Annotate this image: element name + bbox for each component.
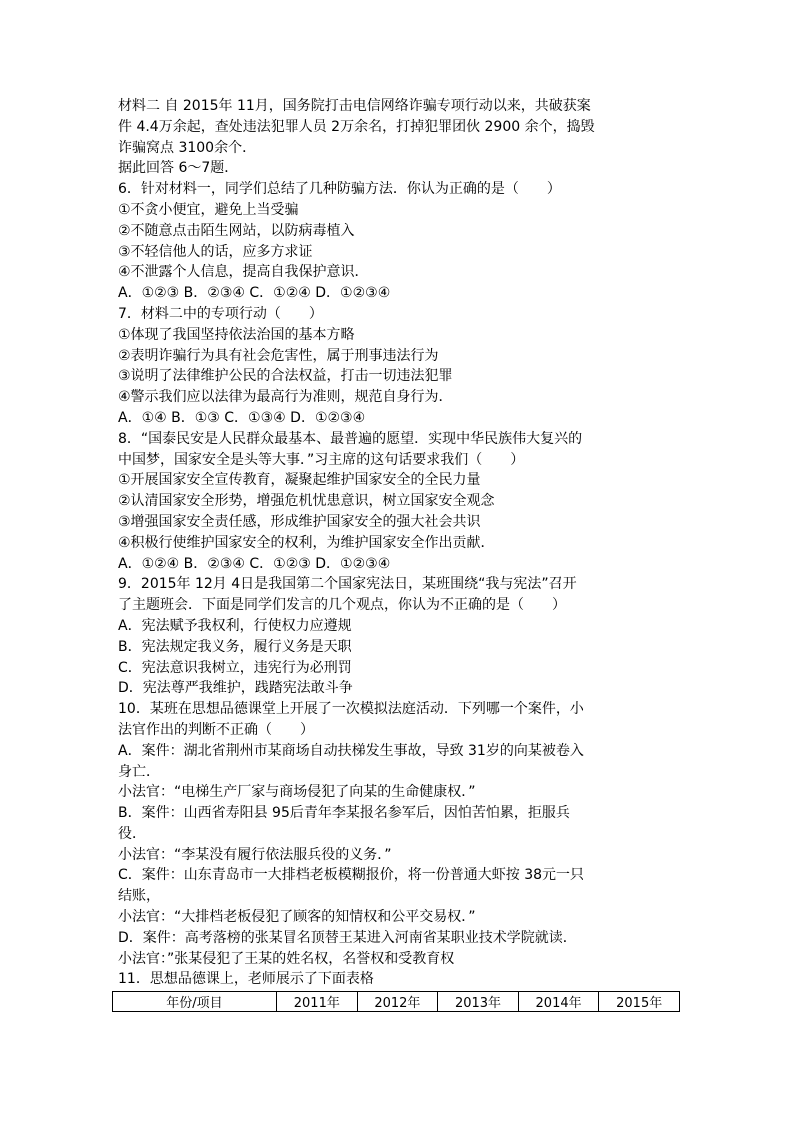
question-11-stem: 11．思想品德课上，老师展示了下面表格 — [118, 971, 374, 988]
text-line: B．宪法规定我义务，履行义务是天职 — [118, 638, 352, 655]
text-line: 了主题班会．下面是同学们发言的几个观点，你认为不正确的是（ ） — [118, 597, 566, 614]
text-line: ③说明了法律维护公民的合法权益，打击一切违法犯罪 — [118, 368, 453, 385]
text-line: ③增强国家安全责任感，形成维护国家安全的强大社会共识 — [118, 513, 481, 530]
text-line: 诈骗窝点 3100余个． — [118, 139, 257, 156]
text-line: 小法官：“电梯生产厂家与商场侵犯了向某的生命健康权．” — [118, 784, 476, 801]
text-line: C．案件：山东青岛市一大排档老板模糊报价，将一份普通大虾按 38元一只 — [118, 867, 585, 884]
question-8-options: A．①②④ B．②③④ C．①②③ D．①②③④ — [118, 555, 391, 572]
text-line: ②认清国家安全形势，增强危机忧患意识，树立国家安全观念 — [118, 493, 495, 510]
text-line: ③不轻信他人的话，应多方求证 — [118, 243, 313, 260]
question-10-stem: 10．某班在思想品德课堂上开展了一次模拟法庭活动．下列哪一个案件，小 — [118, 701, 584, 718]
table-header-row — [113, 992, 680, 1012]
text-line: 小法官：“李某没有履行依法服兵役的义务．” — [118, 846, 392, 863]
text-line: 役． — [118, 825, 146, 842]
question-7-stem: 7．材料二中的专项行动（ ） — [118, 305, 323, 322]
text-line: ④积极行使维护国家安全的权利，为维护国家安全作出贡献． — [118, 534, 495, 551]
question-7-options: A．①④ B．①③ C．①③④ D．①②③④ — [118, 409, 366, 426]
text-line: ④不泄露个人信息，提高自我保护意识． — [118, 264, 369, 281]
table-header-cell: 年份/项目 — [113, 992, 277, 1012]
text-line: 身亡． — [118, 763, 160, 780]
text-line: ①开展国家安全宣传教育，凝聚起维护国家安全的全民力量 — [118, 472, 481, 489]
table-header-cell: 2014年 — [518, 992, 599, 1012]
text-line: 小法官：”张某侵犯了王某的姓名权，名誉权和受教育权 — [118, 950, 455, 967]
question-6-options: A．①②③ B．②③④ C．①②④ D．①②③④ — [118, 285, 391, 302]
question-6-stem: 6．针对材料一，同学们总结了几种防骗方法．你认为正确的是（ ） — [118, 181, 561, 198]
document-body — [118, 96, 683, 990]
text-line: 法官作出的判断不正确（ ） — [118, 721, 314, 738]
text-line: ②表明诈骗行为具有社会危害性，属于刑事违法行为 — [118, 347, 439, 364]
text-line: D．宪法尊严我维护，践踏宪法敢斗争 — [118, 680, 353, 697]
text-line: A．宪法赋予我权利，行使权力应遵规 — [118, 617, 352, 634]
table-header-cell: 2011年 — [277, 992, 358, 1012]
text-line: 据此回答 6～7题． — [118, 160, 239, 177]
text-line: ②不随意点击陌生网站，以防病毒植入 — [118, 222, 355, 239]
text-line: B．案件：山西省寿阳县 95后青年李某报名参军后，因怕苦怕累，拒服兵 — [118, 805, 570, 822]
table-header-cell: 2013年 — [438, 992, 519, 1012]
text-line: 小法官：“大排档老板侵犯了顾客的知情权和公平交易权．” — [118, 909, 476, 926]
data-table — [112, 991, 680, 1012]
text-line: 材料二 自 2015年 11月，国务院打击电信网络诈骗专项行动以来，共破获案 — [118, 98, 591, 114]
text-line: 中国梦，国家安全是头等大事．”习主席的这句话要求我们（ ） — [118, 451, 525, 468]
question-9-stem: 9．2015年 12月 4日是我国第二个国家宪法日，某班围绕“我与宪法”召开 — [118, 576, 577, 593]
text-line: C．宪法意识我树立，违宪行为必刑罚 — [118, 659, 352, 676]
text-line: 结账， — [118, 888, 160, 905]
table-header-cell: 2012年 — [357, 992, 438, 1012]
table-header-cell: 2015年 — [599, 992, 680, 1012]
text-line: ①体现了我国坚持依法治国的基本方略 — [118, 326, 355, 343]
text-line: 件 4.4万余起，查处违法犯罪人员 2万余名，打掉犯罪团伙 2900 余个，捣毁 — [118, 118, 595, 135]
text-line: ①不贪小便宜，避免上当受骗 — [118, 201, 299, 218]
question-8-stem: 8．“国泰民安是人民群众最基本、最普遍的愿望．实现中华民族伟大复兴的 — [118, 430, 583, 447]
text-line: D．案件：高考落榜的张某冒名顶替王某进入河南省某职业技术学院就读． — [118, 929, 577, 946]
text-line: A．案件：湖北省荆州市某商场自动扶梯发生事故，导致 31岁的向某被卷入 — [118, 742, 584, 759]
text-line: ④警示我们应以法律为最高行为准则，规范自身行为． — [118, 389, 453, 406]
